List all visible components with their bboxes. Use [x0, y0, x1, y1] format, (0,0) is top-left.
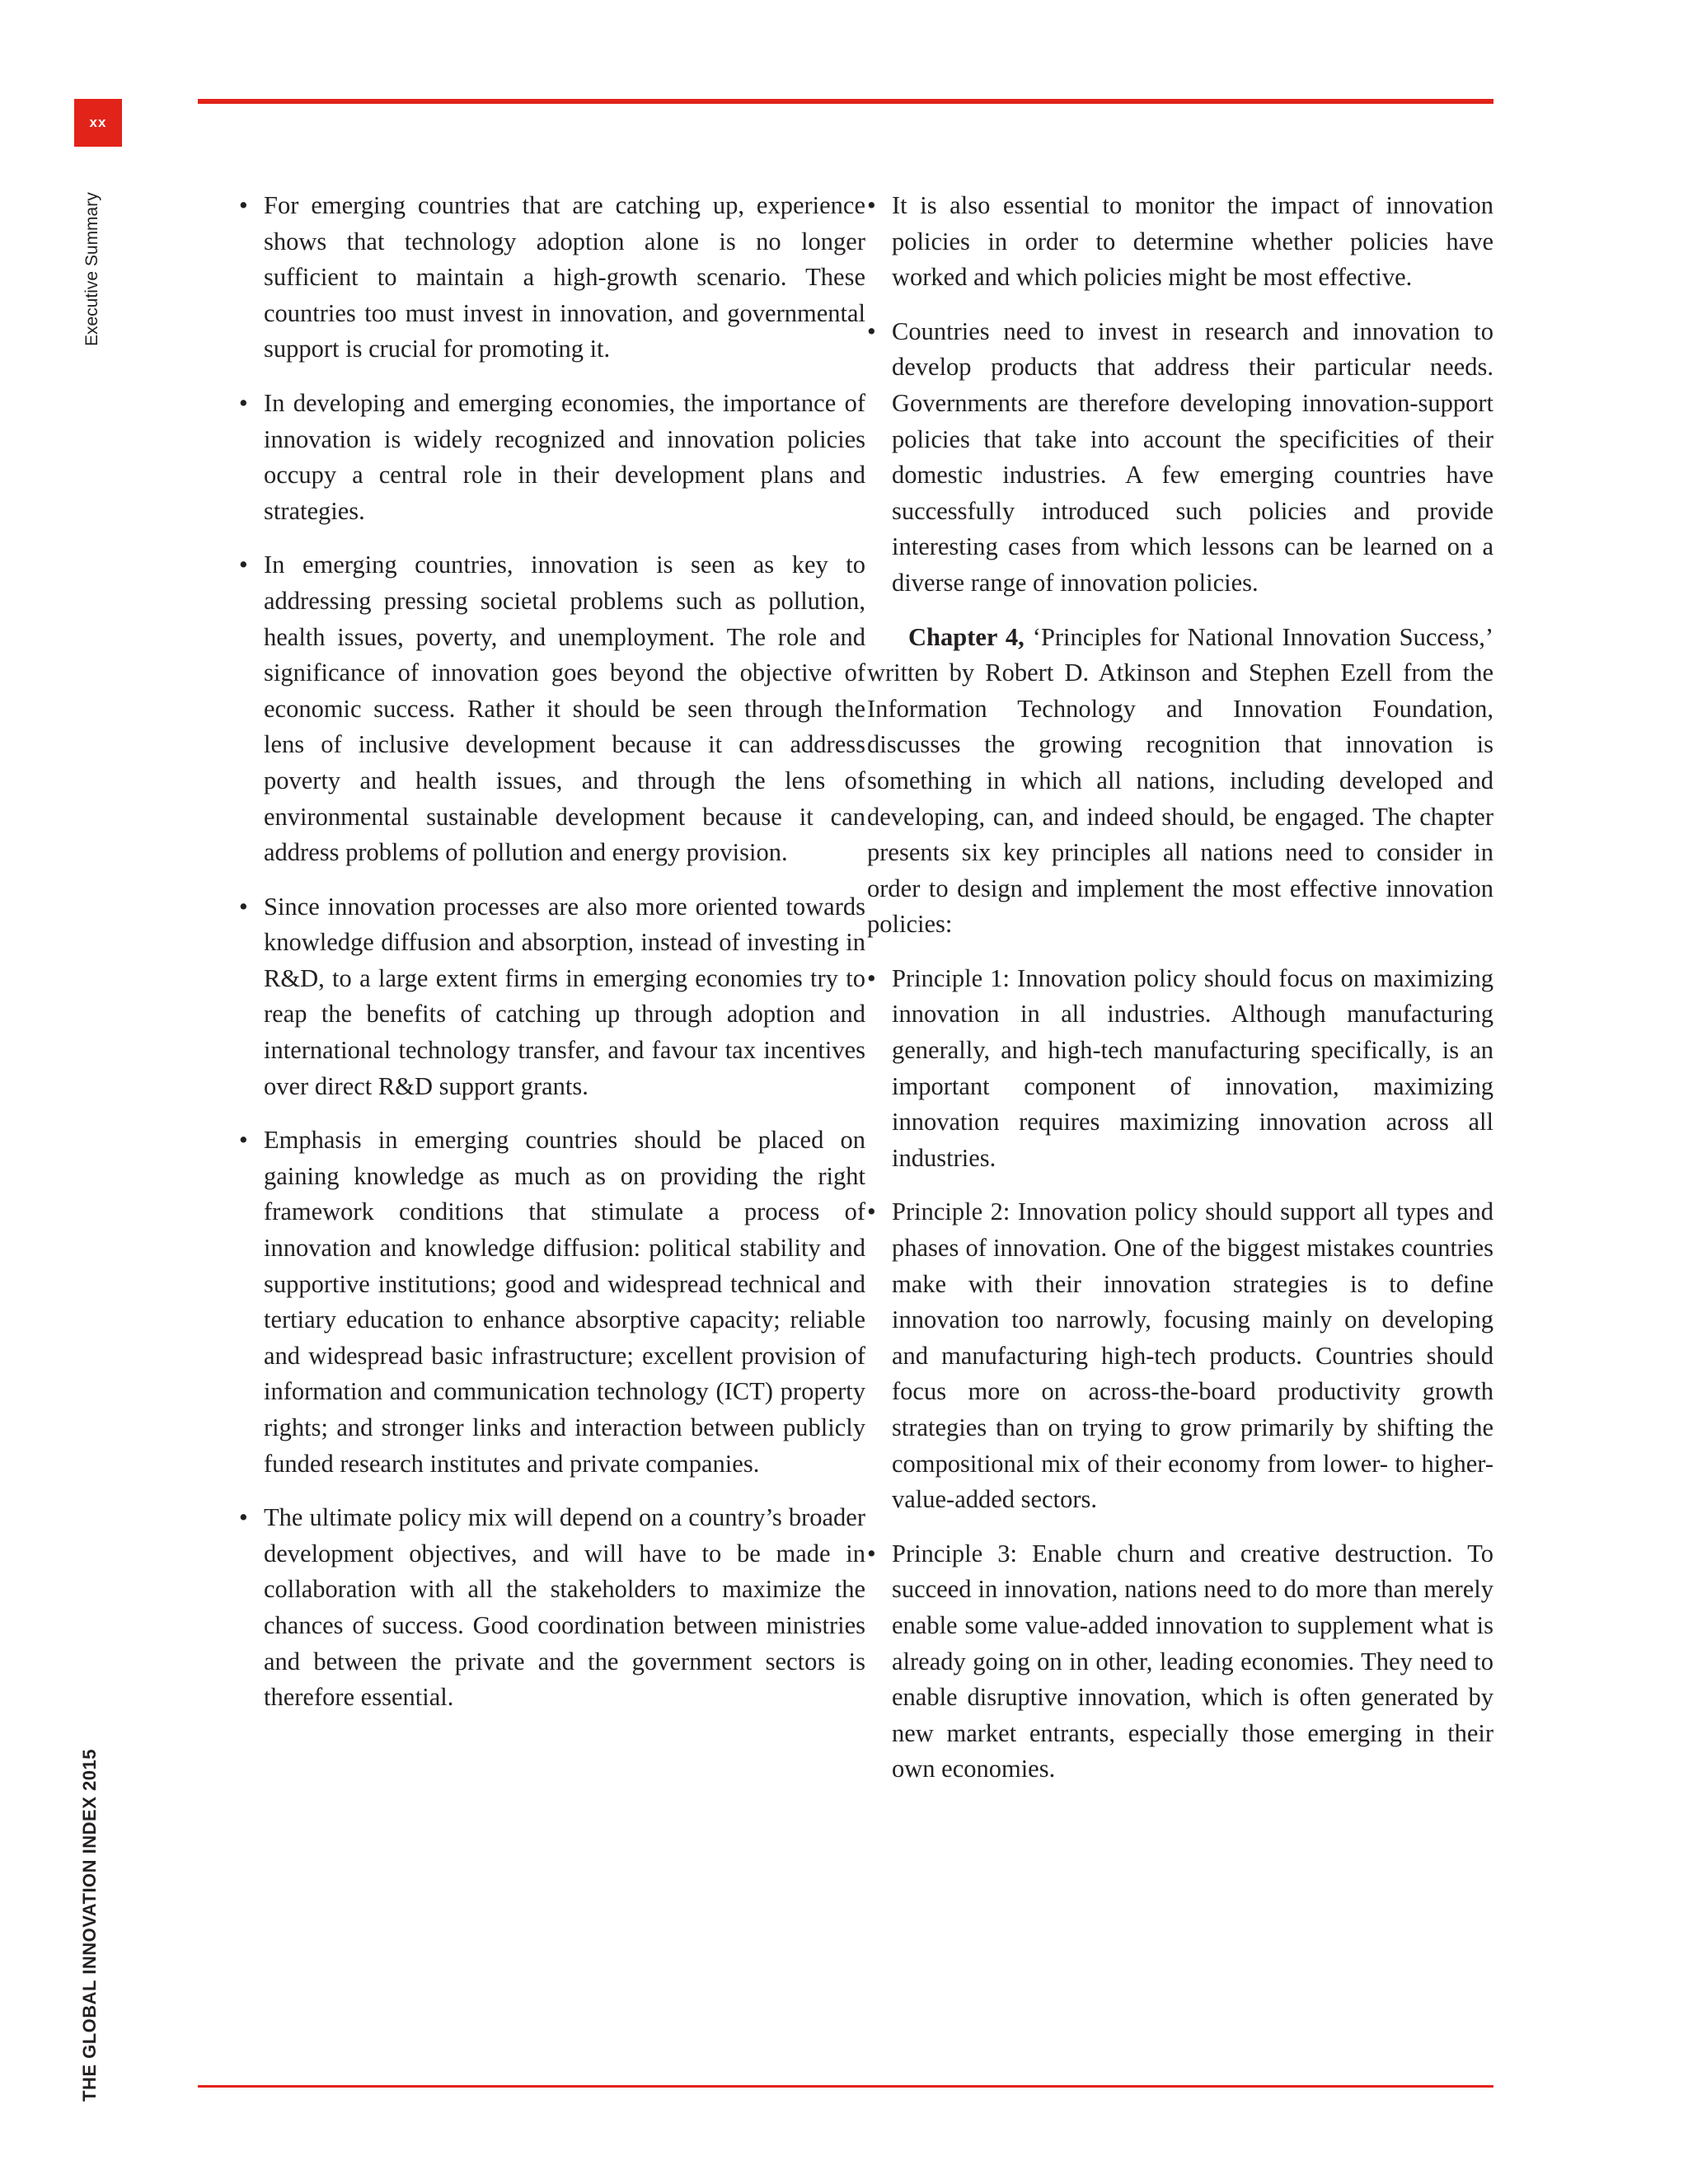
bullet-icon: • [239, 388, 248, 417]
list-item-text: In developing and emerging economies, the importance of innovation is widely recognized and innovation policies occupy a central role in their development plans and strategies. [264, 388, 865, 525]
bullet-icon: • [239, 892, 248, 921]
list-item [239, 1122, 865, 1482]
bullet-icon: • [239, 1503, 248, 1532]
page-number-badge: xx [74, 99, 122, 147]
section-label: Executive Summary [82, 192, 101, 346]
chapter-lead: Chapter 4, [908, 622, 1025, 651]
list-item [826, 1536, 1493, 1788]
list-item [239, 386, 865, 529]
bullet-icon: • [867, 1197, 876, 1226]
bullet-icon: • [239, 191, 248, 219]
bullet-icon: • [867, 191, 876, 219]
list-item-text: In emerging countries, innovation is seen as key to addressing pressing societal problems such as pollution, health issues, poverty, and unemployment. The role and significance of innovation goes beyond the objective of economic success. Rather it should be seen through the lens of inclusive development because it can address poverty and health issues, and through the lens of environmental sustainable development because it can address problems of pollution and energy provision. [264, 551, 865, 867]
list-item-text: For emerging countries that are catching up, experience shows that technology adoption alone is no longer sufficient to maintain a high-growth scenario. These countries too must invest in innovation, and governmental support is crucial for promoting it. [264, 191, 865, 363]
list-item [239, 547, 865, 870]
list-item-text: Principle 3: Enable churn and creative destruction. To succeed in innovation, nations need to do more than merely enable some value-added innovation to supplement what is already going on in other, leading economies. They need to enable disruptive innovation, which is often generated by new market entrants, especially those emerging in their own economies. [892, 1539, 1493, 1783]
list-item-text: Since innovation processes are also more oriented towards knowledge diffusion and absorption, instead of investing in R&D, to a large extent firms in emerging economies try to reap the benefits of catching up through adoption and international technology transfer, and favour tax incentives over direct R&D support grants. [264, 892, 865, 1100]
right-bullet-list [826, 188, 1493, 602]
right-column [867, 188, 1493, 1806]
left-column [239, 188, 865, 1734]
list-item-text: Principle 2: Innovation policy should support all types and phases of innovation. One of the biggest mistakes countries make with their innovation strategies is to define innovation too narrowly, focusing mainly on developing and manufacturing high-tech products. Countries should focus more on across-the-board productivity growth strategies than on trying to grow primarily by shifting the compositional mix of their economy from lower- to higher-value-added sectors. [892, 1197, 1493, 1514]
list-item-text: Principle 1: Innovation policy should focus on maximizing innovation in all industries. Although manufacturing generally, and high-tech manufacturing specifically, is an important component of innovation, maximizing innovation requires maximizing innovation across all industries. [892, 963, 1493, 1172]
bullet-icon: • [867, 963, 876, 992]
bullet-icon: • [239, 551, 248, 579]
bullet-icon: • [239, 1126, 248, 1155]
list-item [826, 188, 1493, 296]
list-item [239, 1500, 865, 1716]
top-rule [198, 99, 1493, 104]
publication-label: THE GLOBAL INNOVATION INDEX 2015 [79, 1749, 100, 2102]
list-item-text: It is also essential to monitor the impact of innovation policies in order to determine whether policies have worked and which policies might be most effective. [892, 191, 1493, 292]
bullet-icon: • [867, 1539, 876, 1568]
principles-list [826, 961, 1493, 1788]
left-bullet-list [239, 188, 865, 1716]
list-item [826, 961, 1493, 1177]
bottom-rule [198, 2085, 1493, 2088]
list-item [239, 188, 865, 368]
list-item-text: Emphasis in emerging countries should be placed on gaining knowledge as much as on providing the right framework conditions that stimulate a process of innovation and knowledge diffusion: political stability and supportive institutions; good and widespread technical and tertiary education to enhance absorptive capacity; reliable and widespread basic infrastructure; excellent provision of information and communication technology (ICT) property rights; and stronger links and interaction between publicly funded research institutes and private companies. [264, 1126, 865, 1478]
list-item [826, 314, 1493, 602]
chapter-4-paragraph [867, 620, 1493, 943]
chapter-text: ‘Principles for National Innovation Success,’ written by Robert D. Atkinson and Stephen Ezell from the Information Technology and Innovation Foundation, discusses the growing recognition that innovation is something in which all nations, including developed and developing, can, and indeed should, be engaged. The chapter presents six key principles all nations need to consider in order to design and implement the most effective innovation policies: [867, 622, 1494, 939]
list-item [826, 1194, 1493, 1517]
list-item-text: Countries need to invest in research and innovation to develop products that address their particular needs. Governments are therefore developing innovation-support policies that take into account the specificities of their domestic industries. A few emerging countries have successfully introduced such policies and provide interesting cases from which lessons can be learned on a diverse range of innovation policies. [892, 316, 1493, 597]
list-item-text: The ultimate policy mix will depend on a country’s broader development objectives, and will have to be made in collaboration with all the stakeholders to maximize the chances of success. Good coordination between ministries and between the private and the government sectors is therefore essential. [264, 1503, 865, 1712]
list-item [239, 889, 865, 1105]
bullet-icon: • [867, 316, 876, 345]
